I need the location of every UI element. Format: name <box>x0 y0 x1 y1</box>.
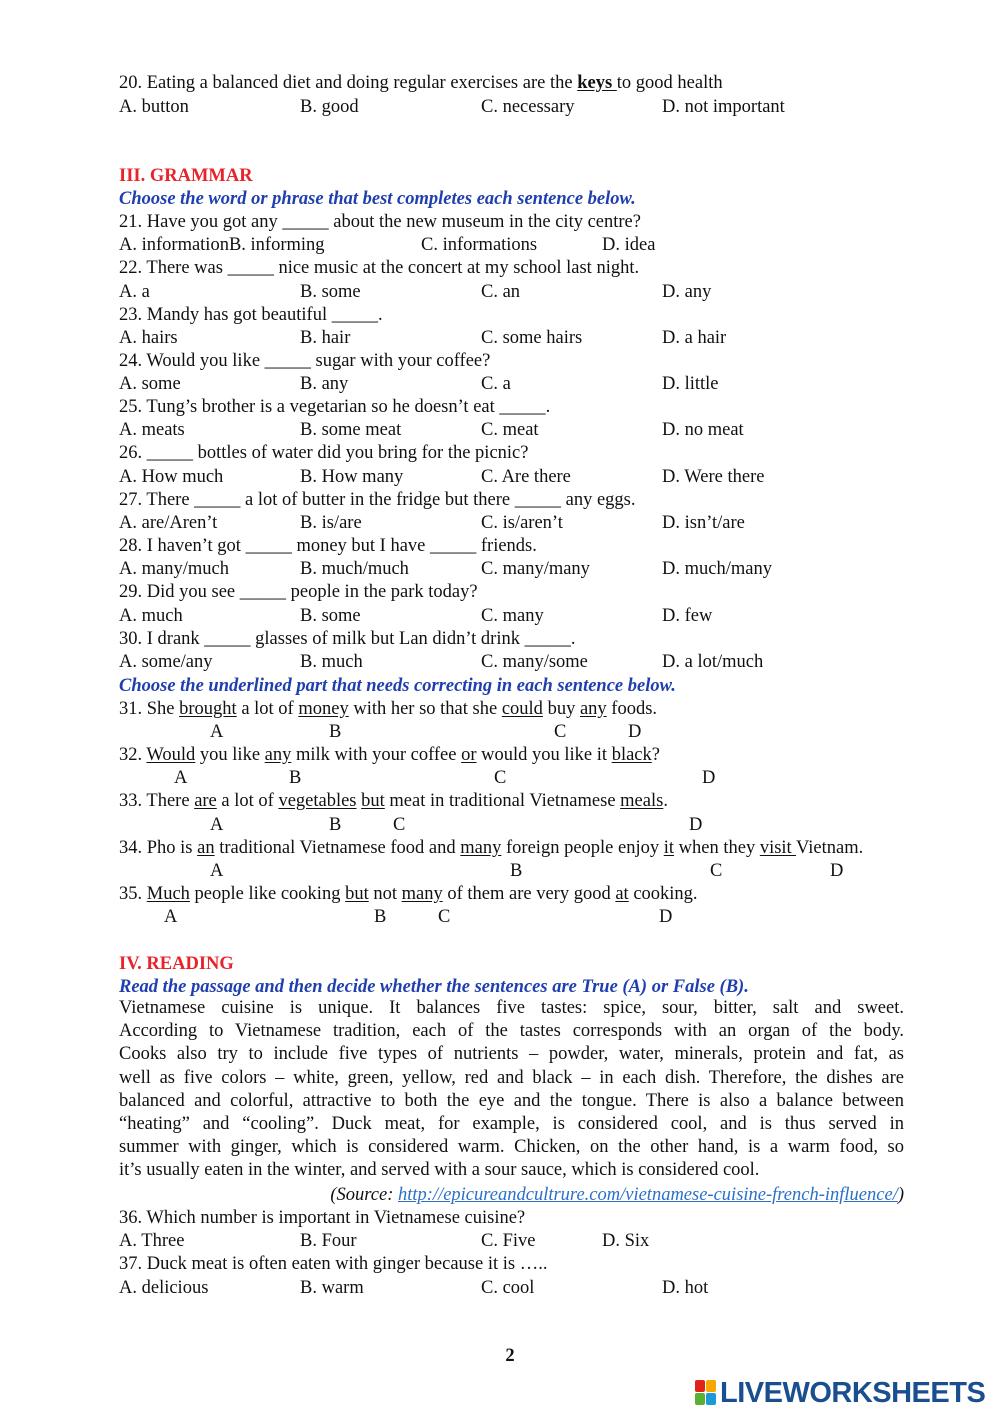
option-22-b[interactable]: B. some <box>300 282 361 302</box>
option-36-a[interactable]: A. Three <box>119 1231 185 1251</box>
question-22-stem: 22. There was _____ nice music at the concert at my school last night. <box>119 258 640 278</box>
q32-letter-d: D <box>702 768 716 788</box>
q35-part-c[interactable]: many <box>401 884 443 904</box>
q31-letter-a: A <box>210 722 224 742</box>
option-29-d[interactable]: D. few <box>662 606 713 626</box>
q34-letter-c: C <box>710 861 723 881</box>
option-20-c[interactable]: C. necessary <box>481 97 575 117</box>
q35-letter-d: D <box>659 907 673 927</box>
q35-letter-b: B <box>374 907 387 927</box>
option-20-b[interactable]: B. good <box>300 97 359 117</box>
option-28-a[interactable]: A. many/much <box>119 559 229 579</box>
option-23-a[interactable]: A. hairs <box>119 328 178 348</box>
q32-part-c[interactable]: or <box>461 745 477 765</box>
passage-line: Cooks also try to include five types of nutrients – powder, water, minerals, protein and fat, as <box>119 1044 904 1065</box>
question-27-stem: 27. There _____ a lot of butter in the fridge but there _____ any eggs. <box>119 490 636 510</box>
passage-line: According to Vietnamese tradition, each of the tastes corresponds with an organ of the body. <box>119 1021 904 1042</box>
passage-source: (Source: http://epicureandcultrure.com/vietnamese-cuisine-french-influence/) <box>330 1185 904 1205</box>
q31-part-b[interactable]: money <box>298 699 349 719</box>
option-26-c[interactable]: C. Are there <box>481 467 571 487</box>
option-22-d[interactable]: D. any <box>662 282 712 302</box>
option-25-b[interactable]: B. some meat <box>300 420 402 440</box>
q32-part-d[interactable]: black <box>611 745 652 765</box>
q31-part-a[interactable]: brought <box>179 699 237 719</box>
q31-letter-c: C <box>554 722 567 742</box>
question-28-stem: 28. I haven’t got _____ money but I have _____ friends. <box>119 536 537 556</box>
option-30-a[interactable]: A. some/any <box>119 652 213 672</box>
option-21-c[interactable]: C. informations <box>421 235 538 255</box>
q32-part-a[interactable]: Would <box>146 745 196 765</box>
question-29-stem: 29. Did you see _____ people in the park today? <box>119 582 478 602</box>
option-23-b[interactable]: B. hair <box>300 328 351 348</box>
question-30-stem: 30. I drank _____ glasses of milk but Lan didn’t drink _____. <box>119 629 576 649</box>
option-37-d[interactable]: D. hot <box>662 1278 709 1298</box>
option-28-b[interactable]: B. much/much <box>300 559 409 579</box>
question-21-stem: 21. Have you got any _____ about the new museum in the city centre? <box>119 212 641 232</box>
q34-letter-a: A <box>210 861 224 881</box>
option-30-d[interactable]: D. a lot/much <box>662 652 764 672</box>
option-23-c[interactable]: C. some hairs <box>481 328 583 348</box>
passage-line: Vietnamese cuisine is unique. It balances five tastes: spice, sour, bitter, salt and sweet. <box>119 998 904 1018</box>
option-27-d[interactable]: D. isn’t/are <box>662 513 745 533</box>
option-20-a[interactable]: A. button <box>119 97 189 117</box>
q34-part-b[interactable]: many <box>460 838 502 858</box>
grammar-instruction-1: Choose the word or phrase that best completes each sentence below. <box>119 189 636 209</box>
q32-letter-c: C <box>494 768 507 788</box>
question-36-stem: 36. Which number is important in Vietnamese cuisine? <box>119 1208 526 1228</box>
option-28-c[interactable]: C. many/many <box>481 559 590 579</box>
q34-part-c[interactable]: it <box>663 838 675 858</box>
option-25-a[interactable]: A. meats <box>119 420 185 440</box>
q33-part-a[interactable]: are <box>194 791 217 811</box>
q34-part-a[interactable]: an <box>197 838 215 858</box>
q33-letter-b: B <box>329 815 342 835</box>
option-30-c[interactable]: C. many/some <box>481 652 588 672</box>
option-22-a[interactable]: A. a <box>119 282 150 302</box>
reading-passage <box>119 997 904 1183</box>
q32-part-b[interactable]: any <box>264 745 292 765</box>
option-23-d[interactable]: D. a hair <box>662 328 727 348</box>
question-25-stem: 25. Tung’s brother is a vegetarian so he doesn’t eat _____. <box>119 397 551 417</box>
question-23-stem: 23. Mandy has got beautiful _____. <box>119 305 383 325</box>
option-37-a[interactable]: A. delicious <box>119 1278 209 1298</box>
option-27-a[interactable]: A. are/Aren’t <box>119 513 218 533</box>
passage-line: it’s usually eaten in the winter, and served with a sour sauce, which is considered cool. <box>119 1160 760 1181</box>
passage-line: summer with ginger, which is considered warm. Chicken, on the other hand, is a warm food, so <box>119 1137 904 1158</box>
option-25-d[interactable]: D. no meat <box>662 420 744 440</box>
liveworksheets-logo[interactable] <box>695 1378 995 1408</box>
question-32-sentence: 32. Would you like any milk with your coffee or would you like it black? <box>119 745 660 765</box>
q35-part-a[interactable]: Much <box>146 884 190 904</box>
q35-part-d[interactable]: at <box>615 884 629 904</box>
question-31-sentence: 31. She brought a lot of money with her so that she could buy any foods. <box>119 699 658 719</box>
option-27-c[interactable]: C. is/aren’t <box>481 513 563 533</box>
q35-letter-c: C <box>438 907 451 927</box>
liveworksheets-badge-icon <box>695 1380 717 1406</box>
option-26-a[interactable]: A. How much <box>119 467 224 487</box>
q31-part-d[interactable]: any <box>579 699 607 719</box>
option-29-c[interactable]: C. many <box>481 606 544 626</box>
option-21-ab[interactable]: A. informationB. informing <box>119 235 325 255</box>
question-24-stem: 24. Would you like _____ sugar with your coffee? <box>119 351 491 371</box>
passage-line: “heating” and “cooling”. Duck meat, for example, is considered cool, and is thus served in <box>119 1113 904 1134</box>
question-26-stem: 26. _____ bottles of water did you bring for the picnic? <box>119 443 529 463</box>
q35-letter-a: A <box>164 907 178 927</box>
option-27-b[interactable]: B. is/are <box>300 513 362 533</box>
option-25-c[interactable]: C. meat <box>481 420 539 440</box>
q33-letter-c: C <box>393 815 406 835</box>
option-36-d[interactable]: D. Six <box>602 1231 650 1251</box>
reading-instruction: Read the passage and then decide whether the sentences are True (A) or False (B). <box>119 977 749 997</box>
option-29-b[interactable]: B. some <box>300 606 361 626</box>
q31-part-c[interactable]: could <box>501 699 543 719</box>
reading-heading: IV. READING <box>119 954 234 974</box>
option-20-d[interactable]: D. not important <box>662 97 785 117</box>
option-36-c[interactable]: C. Five <box>481 1231 536 1251</box>
q32-letter-a: A <box>174 768 188 788</box>
grammar-instruction-2: Choose the underlined part that needs correcting in each sentence below. <box>119 676 676 696</box>
option-28-d[interactable]: D. much/many <box>662 559 772 579</box>
q32-letter-b: B <box>289 768 302 788</box>
q33-letter-d: D <box>689 815 703 835</box>
option-30-b[interactable]: B. much <box>300 652 363 672</box>
option-26-d[interactable]: D. Were there <box>662 467 765 487</box>
option-21-d[interactable]: D. idea <box>602 235 656 255</box>
option-22-c[interactable]: C. an <box>481 282 521 302</box>
option-37-c[interactable]: C. cool <box>481 1278 535 1298</box>
question-20-keyword: keys <box>577 73 617 93</box>
option-26-b[interactable]: B. How many <box>300 467 404 487</box>
q34-part-d[interactable]: visit <box>759 838 796 858</box>
passage-line: balanced and colorful, attractive to both the eye and the tongue. There is also a balance between <box>119 1090 904 1111</box>
option-37-b[interactable]: B. warm <box>300 1278 364 1298</box>
option-24-c[interactable]: C. a <box>481 374 511 394</box>
question-35-sentence: 35. Much people like cooking but not many of them are very good at cooking. <box>119 884 698 904</box>
source-link[interactable]: http://epicureandcultrure.com/vietnamese-cuisine-french-influence/ <box>397 1185 898 1205</box>
page-number: 2 <box>505 1346 515 1366</box>
q33-part-c[interactable]: but <box>361 791 385 811</box>
option-24-a[interactable]: A. some <box>119 374 181 394</box>
q34-letter-d: D <box>830 861 844 881</box>
question-33-sentence: 33. There are a lot of vegetables but meat in traditional Vietnamese meals. <box>119 791 668 811</box>
option-36-b[interactable]: B. Four <box>300 1231 357 1251</box>
grammar-heading: III. GRAMMAR <box>119 166 253 186</box>
q34-letter-b: B <box>510 861 523 881</box>
q33-letter-a: A <box>210 815 224 835</box>
option-24-b[interactable]: B. any <box>300 374 349 394</box>
q31-letter-b: B <box>329 722 342 742</box>
option-29-a[interactable]: A. much <box>119 606 183 626</box>
option-24-d[interactable]: D. little <box>662 374 719 394</box>
passage-line: well as five colors – white, green, yellow, red and black – in each dish. Therefore, the dishes are <box>119 1067 904 1088</box>
question-20-stem: 20. Eating a balanced diet and doing regular exercises are the keys to good health <box>119 73 723 93</box>
q31-letter-d: D <box>628 722 642 742</box>
q33-part-b[interactable]: vegetables <box>278 791 357 811</box>
question-37-stem: 37. Duck meat is often eaten with ginger because it is ….. <box>119 1254 548 1274</box>
q33-part-d[interactable]: meals <box>620 791 664 811</box>
q35-part-b[interactable]: but <box>345 884 369 904</box>
question-34-sentence: 34. Pho is an traditional Vietnamese food and many foreign people enjoy it when they visit Vietnam. <box>119 838 864 858</box>
liveworksheets-wordmark: LIVEWORKSHEETS <box>720 1376 986 1409</box>
